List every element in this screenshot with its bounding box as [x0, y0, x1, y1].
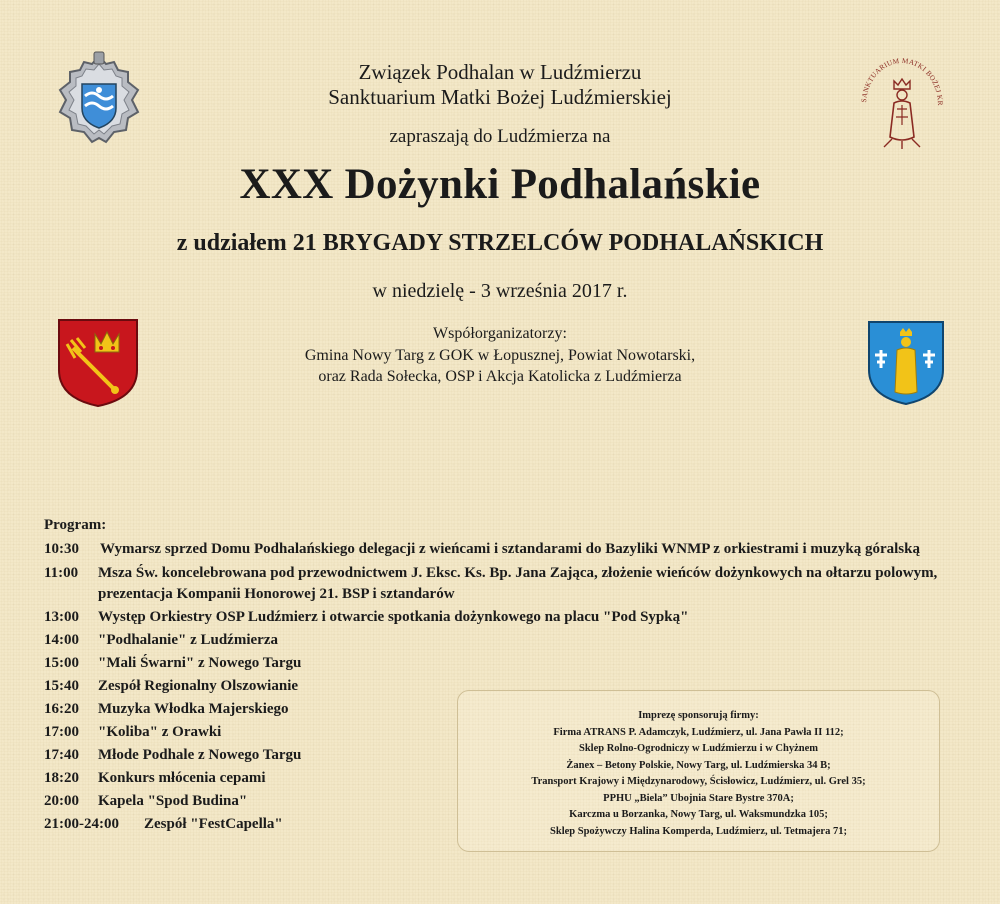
- program-description: Zespół "FestCapella": [144, 816, 283, 832]
- event-subtitle: z udziałem 21 BRYGADY STRZELCÓW PODHALAŃSKICH: [176, 230, 824, 256]
- program-time: 17:00: [44, 724, 79, 740]
- crest-madonna-icon: [867, 320, 945, 406]
- sanctuary-seal-text: SANKTUARIUM MATKI BOŻEJ KR: [860, 56, 945, 106]
- program-description: Występ Orkiestry OSP Ludźmierz i otwarcie spotkania dożynkowego na placu "Pod Sypką": [98, 609, 689, 625]
- program-time: 18:20: [44, 770, 79, 786]
- coorganizers-line-1: Gmina Nowy Targ z GOK w Łopusznej, Powiat Nowotarski,: [304, 347, 696, 364]
- program-time: 11:00: [44, 565, 79, 581]
- program-description: "Koliba" z Orawki: [98, 724, 222, 740]
- program-description: Muzyka Włodka Majerskiego: [98, 701, 289, 717]
- program-time: 15:40: [44, 678, 79, 694]
- crest-crown-trident-icon: [57, 318, 139, 408]
- sponsor-line: Firma ATRANS P. Adamczyk, Ludźmierz, ul. Jana Pawła II 112;: [553, 726, 844, 738]
- program-description: Wymarsz sprzed Domu Podhalańskiego delegacji z wieńcami i sztandarami do Bazyliki WNMP z orkiestrami i muzyką góralską: [100, 541, 920, 557]
- sponsor-line: Transport Krajowy i Międzynarodowy, Ścisłowicz, Ludźmierz, ul. Grel 35;: [531, 776, 866, 787]
- program-heading: Program:: [44, 517, 107, 533]
- program-time: 14:00: [44, 632, 79, 648]
- program-time: 13:00: [44, 609, 79, 625]
- program-description: Kapela "Spod Budina": [98, 793, 248, 809]
- organizer-line-2: Sanktuarium Matki Bożej Ludźmierskiej: [328, 85, 672, 109]
- program-time: 15:00: [44, 655, 79, 671]
- program-description-continued: prezentacja Kompanii Honorowej 21. BSP i sztandarów: [98, 586, 455, 602]
- program-description: Zespół Regionalny Olszowianie: [98, 678, 299, 694]
- sponsor-line: PPHU „Biela” Ubojnia Stare Bystre 370A;: [603, 792, 794, 804]
- event-date: w niedzielę - 3 września 2017 r.: [372, 280, 628, 302]
- program-time: 16:20: [44, 701, 79, 717]
- sponsor-line: Sklep Rolno-Ogrodniczy w Ludźmierzu i w Chyżnem: [579, 743, 818, 754]
- sponsor-line: Sklep Spożywczy Halina Komperda, Ludźmierz, ul. Tetmajera 71;: [550, 825, 847, 837]
- program-time: 10:30: [44, 541, 79, 557]
- program-description: Msza Św. koncelebrowana pod przewodnictwem J. Eksc. Ks. Bp. Jana Zająca, złożenie wieńców dożynkowych na ołtarzu polowym,: [98, 565, 938, 581]
- sponsors-box: [457, 690, 940, 852]
- coorganizers-line-2: oraz Rada Sołecka, OSP i Akcja Katolicka z Ludźmierza: [318, 368, 682, 385]
- organizer-line-1: Związek Podhalan w Ludźmierzu: [358, 60, 642, 84]
- coorganizers-heading: Współorganizatorzy:: [433, 325, 567, 342]
- program-description: Konkurs młócenia cepami: [98, 770, 266, 786]
- program-description: Młode Podhale z Nowego Targu: [98, 747, 302, 763]
- event-title: XXX Dożynki Podhalańskie: [239, 161, 761, 208]
- program-description: "Podhalanie" z Ludźmierza: [98, 632, 278, 648]
- program-time: 20:00: [44, 793, 79, 809]
- sponsor-line: Żanex – Betony Polskie, Nowy Targ, ul. Ludźmierska 34 B;: [566, 759, 831, 771]
- sponsors-heading: Imprezę sponsorują firmy:: [638, 710, 759, 721]
- sponsor-line: Karczma u Borzanka, Nowy Targ, ul. Waksmundzka 105;: [569, 809, 828, 820]
- program-time: 21:00-24:00: [44, 816, 119, 832]
- program-time: 17:40: [44, 747, 79, 763]
- invitation-text: zapraszają do Ludźmierza na: [389, 126, 611, 147]
- program-description: "Mali Śwarni" z Nowego Targu: [98, 655, 302, 671]
